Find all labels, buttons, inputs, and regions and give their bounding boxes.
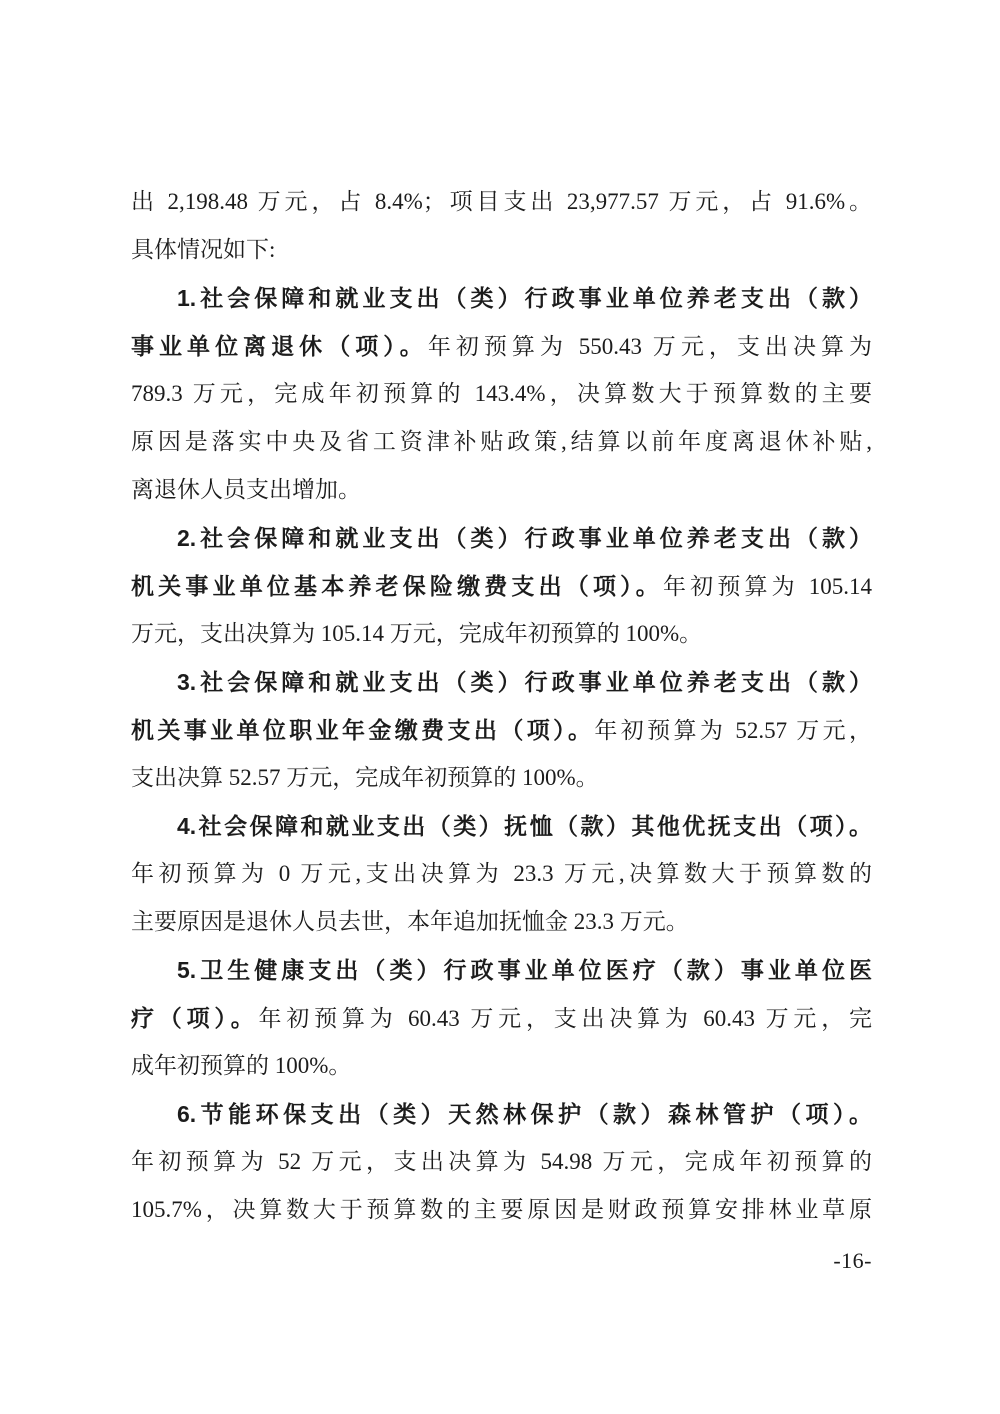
text-segment: 主要原因是退休人员去世，本年追加抚恤金 23.3 万元。: [131, 909, 689, 934]
text-segment: 105.7%，决算数大于预算数的主要原因是财政预算安排林业草原: [131, 1197, 872, 1222]
text-line: [131, 1138, 872, 1186]
text-segment: 机关事业单位基本养老保险缴费支出（项）。: [131, 573, 663, 599]
text-segment: 机关事业单位职业年金缴费支出（项）。: [131, 717, 595, 743]
item-heading-line: [131, 514, 872, 562]
text-segment: 离退休人员支出增加。: [131, 477, 361, 502]
text-segment: 疗（项）。: [131, 1005, 259, 1031]
text-line: [131, 898, 872, 946]
text-segment: 年初预算为 550.43 万元，支出决算为: [427, 334, 872, 359]
item-heading-line: [131, 802, 872, 850]
text-line: [131, 466, 872, 514]
text-segment: 年初预算为 52.57 万元，: [594, 718, 872, 743]
text-segment: 事业单位离退休（项）。: [131, 333, 428, 359]
body-text: [131, 178, 872, 1234]
text-segment: 2.社会保障和就业支出（类）行政事业单位养老支出（款）: [177, 525, 872, 551]
text-segment: 1.社会保障和就业支出（类）行政事业单位养老支出（款）: [177, 285, 872, 311]
text-segment: 3.社会保障和就业支出（类）行政事业单位养老支出（款）: [177, 669, 872, 695]
text-line: [131, 754, 872, 802]
text-segment: 4.社会保障和就业支出（类）抚恤（款）其他优抚支出（项）。: [177, 813, 872, 839]
text-line: [131, 370, 872, 418]
text-line: [131, 1186, 872, 1234]
text-segment: 出 2,198.48 万元，占 8.4%；项目支出 23,977.57 万元，占 91.6%。: [131, 189, 872, 214]
page-number: -16-: [833, 1248, 872, 1273]
text-segment: 成年初预算的 100%。: [131, 1053, 352, 1078]
text-line: [131, 610, 872, 658]
text-line: [131, 226, 872, 274]
text-line: [131, 322, 872, 370]
text-segment: 具体情况如下:: [131, 237, 276, 262]
text-segment: 原因是落实中央及省工资津补贴政策,结算以前年度离退休补贴,: [131, 429, 872, 454]
text-segment: 6.节能环保支出（类）天然林保护（款）森林管护（项）。: [177, 1101, 872, 1127]
text-line: [131, 850, 872, 898]
text-segment: 万元，支出决算为 105.14 万元，完成年初预算的 100%。: [131, 621, 703, 646]
text-segment: 年初预算为 60.43 万元，支出决算为 60.43 万元，完: [258, 1006, 872, 1031]
text-line: [131, 178, 872, 226]
text-line: [131, 994, 872, 1042]
text-segment: 789.3 万元，完成年初预算的 143.4%，决算数大于预算数的主要: [131, 381, 872, 406]
text-line: [131, 418, 872, 466]
item-heading-line: [131, 274, 872, 322]
text-segment: 年初预算为 105.14: [662, 574, 872, 599]
text-segment: 年初预算为 0 万元,支出决算为 23.3 万元,决算数大于预算数的: [131, 861, 872, 886]
item-heading-line: [131, 946, 872, 994]
item-heading-line: [131, 658, 872, 706]
item-heading-line: [131, 1090, 872, 1138]
text-segment: 支出决算 52.57 万元，完成年初预算的 100%。: [131, 765, 599, 790]
text-segment: 5.卫生健康支出（类）行政事业单位医疗（款）事业单位医: [177, 957, 872, 983]
text-line: [131, 1042, 872, 1090]
text-line: [131, 562, 872, 610]
text-line: [131, 706, 872, 754]
text-segment: 年初预算为 52 万元，支出决算为 54.98 万元，完成年初预算的: [131, 1149, 872, 1174]
